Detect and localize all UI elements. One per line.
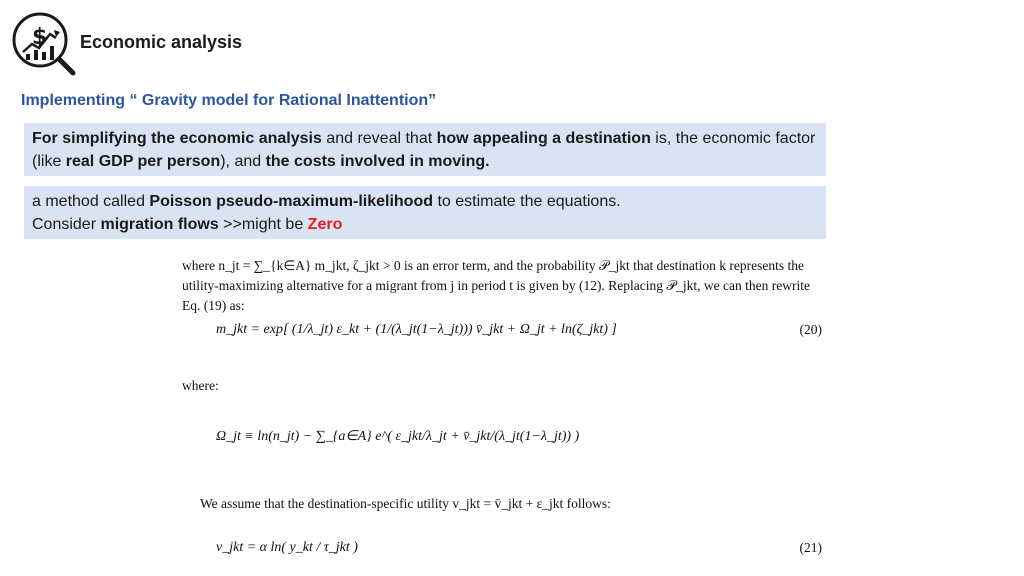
box1-bold-7: the costs involved in moving.	[265, 153, 490, 170]
box2-text-6: >>might be	[218, 216, 308, 233]
equation-omega: Ω_jt ≡ ln(n_jt) − ∑_{a∈A} e^( ε_jkt/λ_jt + v̄_jkt/(λ_jt(1−λ_jt)) )	[216, 429, 580, 444]
box2-text-3: to estimate the equations.	[433, 193, 621, 210]
box1-text-4: is, the economic factor (like	[32, 130, 816, 170]
paper-where-label: where:	[182, 378, 219, 393]
slide-subtitle: Implementing “ Gravity model for Rational Inattention”	[21, 92, 437, 109]
method-box	[24, 186, 826, 239]
box2-bold-5: migration flows	[100, 216, 219, 233]
app-title: Economic analysis	[80, 32, 243, 52]
summary-box	[24, 123, 826, 176]
box1-bold-5: real GDP per person	[65, 153, 221, 170]
box1-text-6: ), and	[220, 153, 266, 170]
box1-bold-3: how appealing a destination	[436, 130, 651, 147]
box2-zero-highlight: Zero	[307, 216, 343, 233]
paper-paragraph-1: where n_jt = ∑_{k∈A} m_jkt, ζ_jkt > 0 is an error term, and the probability 𝒫_jkt that destination k represents the utility-maximizing alternative for a migrant from j in period t is given by (12). Replacing 𝒫_jkt, we can then rewrite Eq. (19) as:	[182, 258, 810, 313]
box2-bold-2: Poisson pseudo-maximum-likelihood	[149, 193, 433, 210]
paper-paragraph-2: We assume that the destination-specific utility v_jkt = v̄_jkt + ε_jkt follows:	[200, 496, 611, 511]
box2-text-4: Consider	[32, 216, 101, 233]
box1-text-2: and reveal that	[321, 130, 437, 147]
box2-text-1: a method called	[32, 193, 150, 210]
equation-20: m_jkt = exp[ (1/λ_jt) ε_kt + (1/(λ_jt(1−λ_jt))) v̄_jkt + Ω_jt + ln(ζ_jkt) ]	[216, 322, 617, 337]
equation-21: v_jkt = α ln( y_kt / τ_jkt )	[216, 540, 358, 555]
paper-excerpt	[150, 250, 840, 576]
economics-magnifier-icon	[10, 10, 78, 78]
box1-bold-1: For simplifying the economic analysis	[32, 130, 322, 147]
equation-21-number: (21)	[799, 540, 822, 555]
equation-20-number: (20)	[799, 322, 822, 337]
svg-text:$: $	[32, 25, 48, 50]
